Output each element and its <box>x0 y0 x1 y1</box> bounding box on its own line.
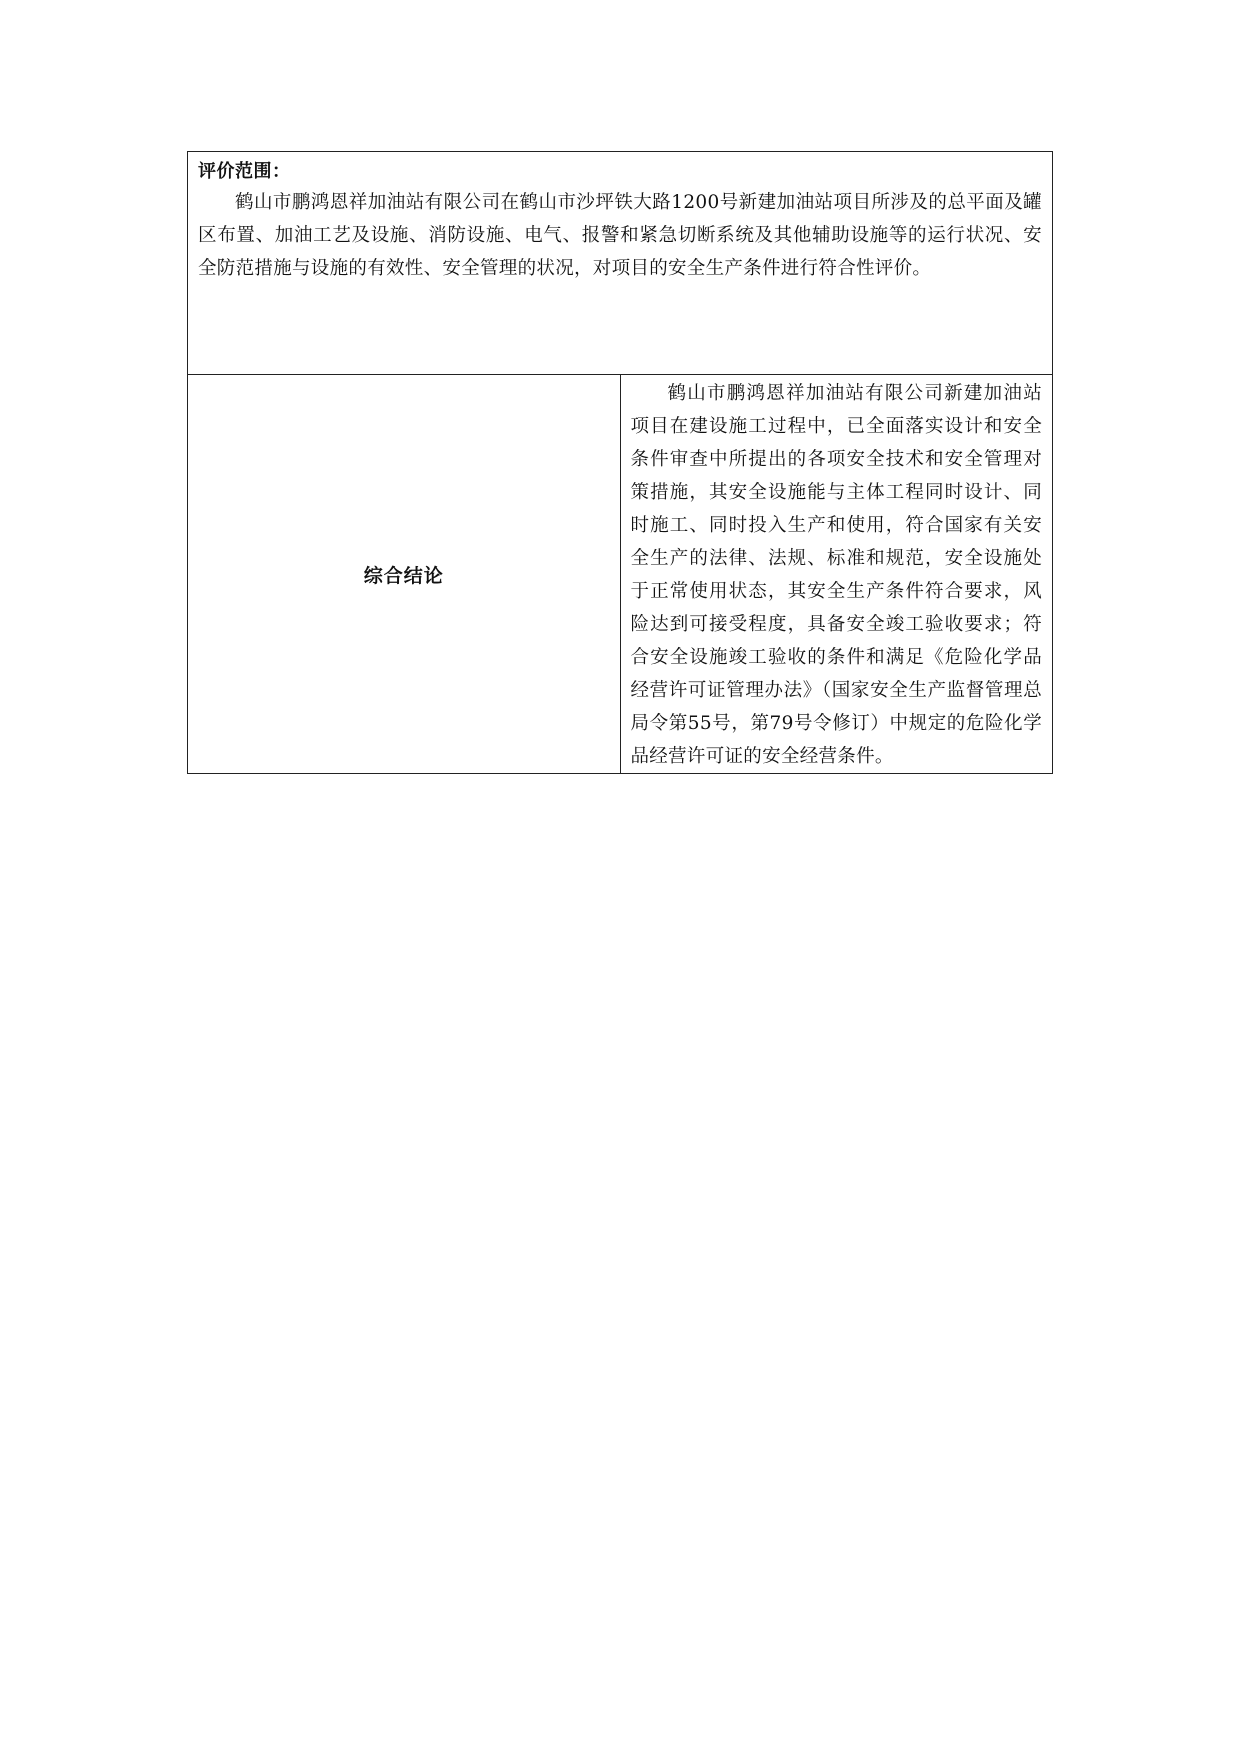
scope-row <box>188 152 1053 375</box>
conclusion-label: 综合结论 <box>363 564 444 587</box>
conclusion-row <box>188 375 1053 774</box>
scope-cell <box>188 152 1053 375</box>
conclusion-text: 鹤山市鹏鸿恩祥加油站有限公司新建加油站项目在建设施工过程中，已全面落实设计和安全条件审查中所提出的各项安全技术和安全管理对策措施，其安全设施能与主体工程同时设计、同时施工、同时投入生产和使用，符合国家有关安全生产的法律、法规、标准和规范，安全设施处于正常使用状态，其安全生产条件符合要求，风险达到可接受程度，具备安全竣工验收要求；符合安全设施竣工验收的条件和满足《危险化学品经营许可证管理办法》（国家安全生产监督管理总局令第55号，第79号令修订）中规定的危险化学品经营许可证的安全经营条件。 <box>630 383 1042 767</box>
scope-text: 鹤山市鹏鸿恩祥加油站有限公司在鹤山市沙坪铁大路1200号新建加油站项目所涉及的总平面及罐区布置、加油工艺及设施、消防设施、电气、报警和紧急切断系统及其他辅助设施等的运行状况、安全防范措施与设施的有效性、安全管理的状况，对项目的安全生产条件进行符合性评价。 <box>198 192 1042 279</box>
conclusion-label-cell <box>188 375 621 774</box>
scope-heading: 评价范围： <box>198 161 291 182</box>
evaluation-table <box>187 151 1053 774</box>
conclusion-cell <box>620 375 1053 774</box>
